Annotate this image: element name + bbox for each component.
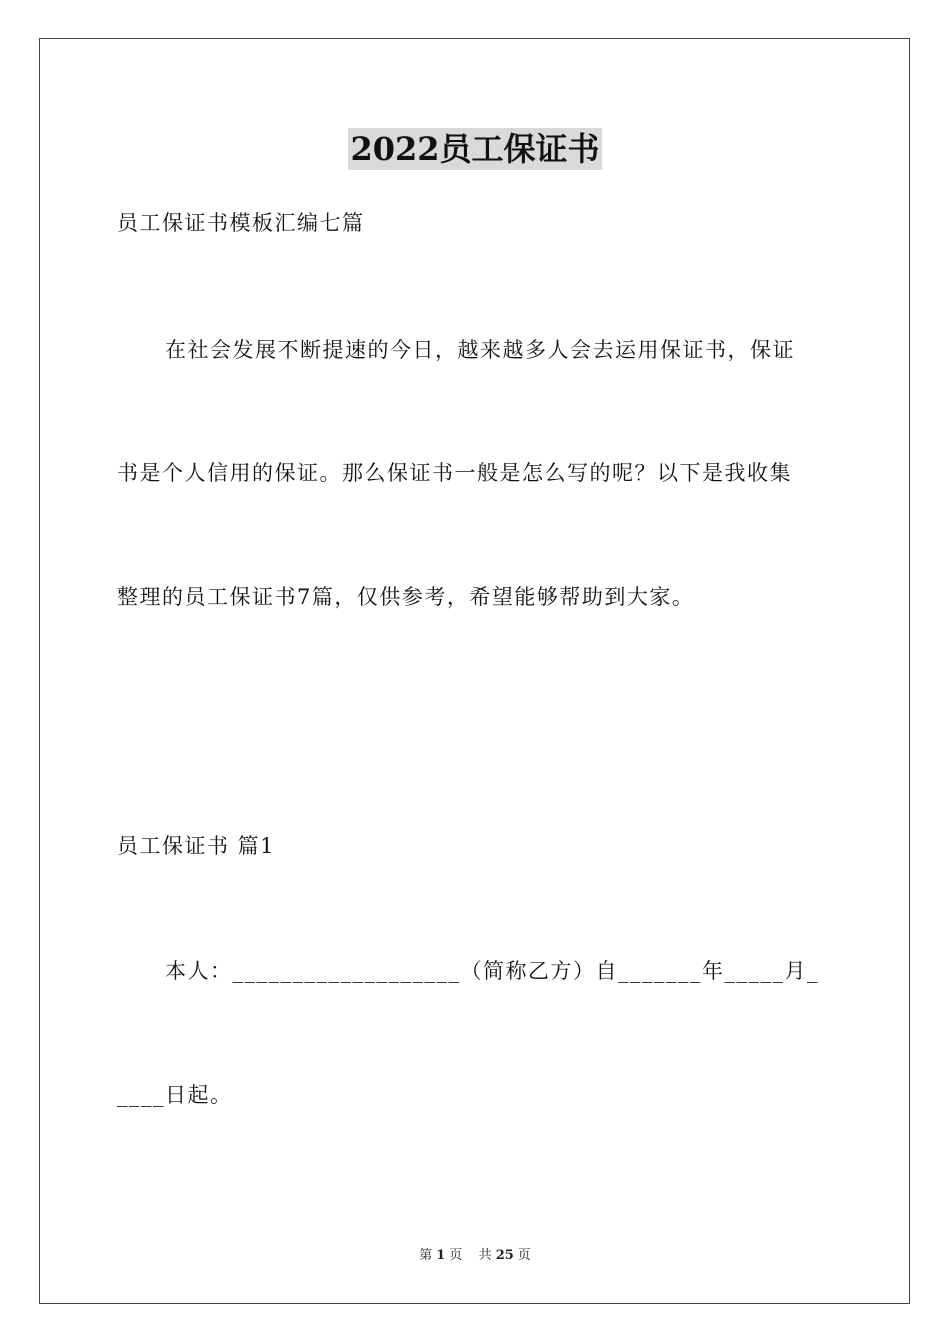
intro-line-1: 在社会发展不断提速的今日，越来越多人会去运用保证书，保证 bbox=[165, 338, 795, 362]
footer-page-word: 页 bbox=[449, 1248, 463, 1263]
page-footer bbox=[0, 1247, 950, 1265]
footer-total-pages: 25 bbox=[495, 1248, 514, 1263]
intro-line-3: 整理的员工保证书7篇，仅供参考，希望能够帮助到大家。 bbox=[117, 585, 695, 609]
footer-page-number: 1 bbox=[436, 1248, 446, 1263]
footer-total-word: 页 bbox=[517, 1248, 531, 1263]
intro-line-2: 书是个人信用的保证。那么保证书一般是怎么写的呢？以下是我收集 bbox=[117, 461, 792, 485]
footer-total-prefix: 共 bbox=[478, 1248, 492, 1263]
body-line-1: 本人：___________________（简称乙方）自_______年_____月_ bbox=[165, 959, 819, 983]
document-subtitle: 员工保证书模板汇编七篇 bbox=[117, 211, 365, 235]
footer-prefix: 第 bbox=[419, 1248, 433, 1263]
document-title: 2022员工保证书 bbox=[350, 130, 600, 168]
document-title-wrap bbox=[0, 128, 950, 170]
section-heading: 员工保证书 篇1 bbox=[117, 834, 276, 858]
body-line-2: ____日起。 bbox=[117, 1083, 233, 1107]
